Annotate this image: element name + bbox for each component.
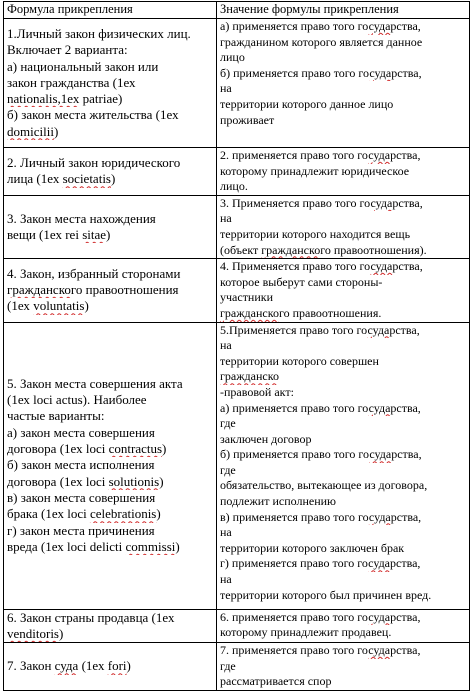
cell-line: Включает 2 варианта: xyxy=(7,42,128,58)
cell-line: -правовой акт: xyxy=(220,384,294,399)
table-row xyxy=(4,609,470,643)
cell-line: (1ех loci actus). Наиболее xyxy=(7,392,147,408)
cell-line: 2. применяется право того государства, xyxy=(220,148,421,162)
cell-line: лицо. xyxy=(220,179,248,194)
cell-line: а) национальный закон или xyxy=(7,58,159,74)
formula-cell xyxy=(4,643,217,691)
cell-line: 5.Применяется право того государства, xyxy=(220,322,420,337)
cell-line: 2. Личный закон юридического xyxy=(7,155,181,171)
cell-line: на xyxy=(220,81,232,96)
cell-line: гражданского правоотношения xyxy=(7,282,179,298)
cell-line: (1ех voluntatis) xyxy=(7,298,89,314)
cell-line: 1.Личный закон физических лиц. xyxy=(7,25,191,41)
cell-line: подлежит исполнению xyxy=(220,494,337,509)
cell-line: заключен договор xyxy=(220,431,312,446)
meaning-cell xyxy=(217,19,470,148)
cell-line: 7. Закон суда (1ех fori) xyxy=(7,658,131,674)
meaning-cell xyxy=(217,148,470,196)
cell-line: которому принадлежит продавец. xyxy=(220,625,392,640)
cell-line: проживает xyxy=(220,112,275,127)
cell-line: 6. Закон страны продавца (1ех xyxy=(7,609,175,625)
cell-line: гражданско xyxy=(220,369,279,384)
meaning-cell xyxy=(217,643,470,691)
formula-cell xyxy=(4,259,217,322)
cell-line: на xyxy=(220,525,232,540)
cell-line: территории которого находится вещь xyxy=(220,226,411,241)
cell-line: б) закон места исполнения xyxy=(7,457,155,473)
cell-line: лицо xyxy=(220,50,245,65)
cell-line: вреда (1ех loci delicti commissi) xyxy=(7,538,180,554)
cell-line: на xyxy=(220,572,232,587)
cell-line: территории которого совершен xyxy=(220,353,379,368)
cell-line: лица (1ех societatis) xyxy=(7,171,116,187)
table-row xyxy=(4,19,470,148)
table-header-row xyxy=(4,2,470,19)
cell-line: а) применяется право того государства, xyxy=(220,19,421,33)
meaning-cell xyxy=(217,609,470,643)
table-row xyxy=(4,195,470,258)
cell-line: б) применяется право того государства, xyxy=(220,447,422,462)
cell-line: вещи (1ех rei sitae) xyxy=(7,226,111,242)
cell-line: которому принадлежит юридическое xyxy=(220,163,410,178)
cell-line: на xyxy=(220,338,232,353)
cell-line: договора (1ех loci contractus) xyxy=(7,441,167,457)
table-row xyxy=(4,259,470,322)
cell-line: 3. Применяется право того государства, xyxy=(220,195,423,210)
formula-cell xyxy=(4,19,217,148)
cell-line: договора (1ех loci solutionis) xyxy=(7,473,164,489)
table-body xyxy=(4,19,470,691)
cell-line: в) закон места совершения xyxy=(7,489,156,505)
cell-line: территории которого данное лицо xyxy=(220,96,394,111)
cell-line: nationalis,1ех patriae) xyxy=(7,91,123,107)
cell-line: г) применяется право того государства, xyxy=(220,556,421,571)
formula-cell xyxy=(4,609,217,643)
cell-line: 3. Закон места нахождения xyxy=(7,210,156,226)
attachment-formulas-table xyxy=(3,1,470,691)
cell-line: рассматривается спор xyxy=(220,674,332,689)
table-row xyxy=(4,148,470,196)
meaning-cell xyxy=(217,322,470,609)
formula-cell xyxy=(4,148,217,196)
cell-line: участники xyxy=(220,290,274,305)
cell-line: 4. Применяется право того государства, xyxy=(220,259,423,274)
formula-cell xyxy=(4,195,217,258)
cell-line: б) закон места жительства (1ех xyxy=(7,107,179,123)
cell-line: где xyxy=(220,462,236,477)
cell-line: (объект гражданского правоотношения). xyxy=(220,242,427,257)
cell-line: которое выберут сами стороны- xyxy=(220,274,383,289)
cell-line: а) применяется право того государства, xyxy=(220,400,421,415)
cell-line: 7. применяется право того государства, xyxy=(220,643,421,658)
cell-line: гражданского правоотношения. xyxy=(220,305,382,320)
cell-line: территории которого заключен брак xyxy=(220,540,405,555)
table-row xyxy=(4,322,470,609)
cell-line: а) закон места совершения xyxy=(7,424,155,440)
cell-line: где xyxy=(220,658,236,673)
table-row xyxy=(4,643,470,691)
cell-line: брака (1ех loci celebrationis) xyxy=(7,506,161,522)
cell-line: domicilii) xyxy=(7,123,59,139)
cell-line: б) применяется право того государства, xyxy=(220,65,422,80)
cell-line: 6. применяется право того государства, xyxy=(220,609,421,624)
cell-line: 4. Закон, избранный сторонами xyxy=(7,265,181,281)
cell-line: закон гражданства (1ех xyxy=(7,74,136,90)
cell-line: гражданином которого является данное xyxy=(220,34,423,49)
header-formula: Формула прикрепления xyxy=(4,2,217,19)
cell-line: 5. Закон места совершения акта xyxy=(7,375,183,391)
cell-line: где xyxy=(220,416,236,431)
header-meaning: Значение формулы прикрепления xyxy=(217,2,470,19)
formula-cell xyxy=(4,322,217,609)
meaning-cell xyxy=(217,259,470,322)
cell-line: venditoris) xyxy=(7,625,64,641)
cell-line: г) закон места причинения xyxy=(7,522,155,538)
meaning-cell xyxy=(217,195,470,258)
cell-line: территории которого был причинен вред. xyxy=(220,587,432,602)
cell-line: частые варианты: xyxy=(7,408,105,424)
cell-line: обязательство, вытекающее из договора, xyxy=(220,478,428,493)
cell-line: на xyxy=(220,211,232,226)
cell-line: в) применяется право того государства, xyxy=(220,509,422,524)
